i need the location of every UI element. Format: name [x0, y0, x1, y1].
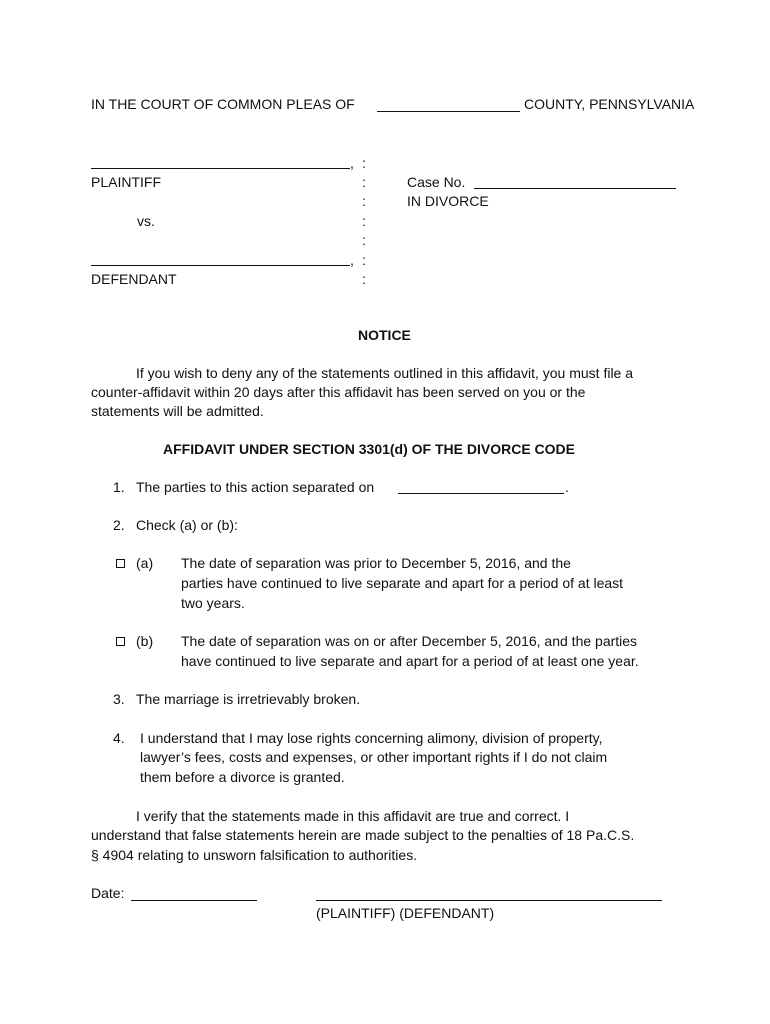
signer-role-label: (PLAINTIFF) (DEFENDANT) [316, 905, 495, 921]
caption-colon: : [362, 213, 366, 229]
defendant-name-line[interactable] [91, 265, 350, 266]
defendant-comma: , [350, 252, 354, 268]
date-line[interactable] [131, 900, 257, 901]
item-3-text: The marriage is irretrievably broken. [136, 691, 361, 707]
option-a-text-line-1: The date of separation was prior to December 5, 2016, and the [181, 555, 571, 571]
separation-date-line[interactable] [398, 493, 564, 494]
verification-line-3: § 4904 relating to unsworn falsification to authorities. [91, 847, 418, 863]
option-a-label: (a) [136, 555, 154, 571]
option-a-text-line-3: two years. [181, 595, 245, 611]
item-4-text-line-1: I understand that I may lose rights concerning alimony, division of property, [140, 730, 603, 746]
plaintiff-comma: , [350, 155, 354, 171]
plaintiff-name-line[interactable] [91, 168, 350, 169]
notice-text-line-2: counter-affidavit within 20 days after this affidavit has been served on you or the [91, 384, 586, 400]
case-number-line[interactable] [474, 188, 676, 189]
date-label: Date: [91, 885, 125, 901]
option-b-checkbox[interactable] [116, 637, 125, 646]
caption-colon: : [362, 271, 366, 287]
item-4-text-line-3: them before a divorce is granted. [140, 769, 345, 785]
court-heading-prefix: IN THE COURT OF COMMON PLEAS OF [91, 96, 355, 112]
item-1-text: The parties to this action separated on [136, 479, 375, 495]
case-number-label: Case No. [407, 174, 466, 190]
item-2-number: 2. [113, 517, 125, 533]
option-a-checkbox[interactable] [116, 559, 125, 568]
notice-text-line-1: If you wish to deny any of the statements outlined in this affidavit, you must file a [136, 365, 634, 381]
caption-colon: : [362, 155, 366, 171]
option-a-text-line-2: parties have continued to live separate and apart for a period of at least [181, 575, 624, 591]
court-heading-suffix: COUNTY, PENNSYLVANIA [524, 96, 695, 112]
affidavit-title: AFFIDAVIT UNDER SECTION 3301(d) OF THE DIVORCE CODE [163, 441, 575, 457]
caption-colon: : [362, 193, 366, 209]
versus-label: vs. [137, 213, 155, 229]
caption-colon: : [362, 232, 366, 248]
notice-text-line-3: statements will be admitted. [91, 403, 264, 419]
county-name-line[interactable] [377, 111, 520, 112]
option-b-text-line-2: have continued to live separate and apart for a period of at least one year. [181, 653, 639, 669]
item-4-text-line-2: lawyer’s fees, costs and expenses, or other important rights if I do not claim [140, 749, 608, 765]
item-1-number: 1. [113, 479, 125, 495]
caption-colon: : [362, 252, 366, 268]
verification-line-1: I verify that the statements made in this affidavit are true and correct. I [136, 808, 570, 824]
item-1-period: . [565, 479, 569, 495]
verification-line-2: understand that false statements herein are made subject to the penalties of 18 Pa.C.S. [91, 827, 635, 843]
item-4-number: 4. [113, 730, 125, 746]
defendant-label: DEFENDANT [91, 271, 177, 287]
signature-line[interactable] [316, 900, 662, 901]
option-b-label: (b) [136, 633, 154, 649]
caption-colon: : [362, 174, 366, 190]
notice-title: NOTICE [358, 327, 411, 343]
plaintiff-label: PLAINTIFF [91, 174, 162, 190]
option-b-text-line-1: The date of separation was on or after December 5, 2016, and the parties [181, 633, 638, 649]
in-divorce-label: IN DIVORCE [407, 193, 489, 209]
item-2-text: Check (a) or (b): [136, 517, 238, 533]
item-3-number: 3. [113, 691, 125, 707]
